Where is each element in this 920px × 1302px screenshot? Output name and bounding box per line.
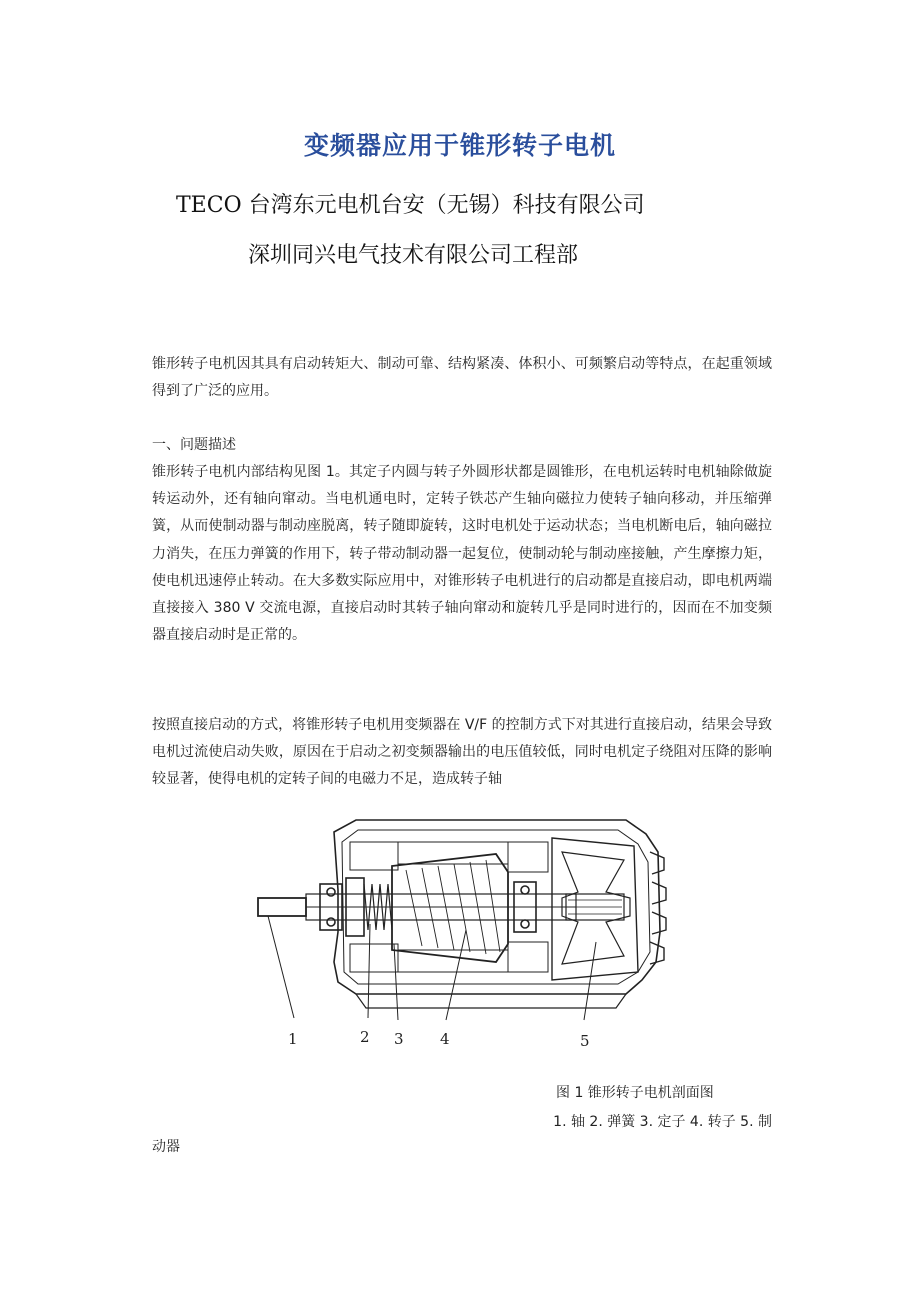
company-line-2: 深圳同兴电气技术有限公司工程部 bbox=[248, 243, 579, 268]
intro-paragraph: 锥形转子电机因其具有启动转矩大、制动可靠、结构紧凑、体积小、可频繁启动等特点，在起重领域得到了广泛的应用。 bbox=[152, 356, 772, 400]
figure-label-5: 5 bbox=[580, 1032, 590, 1050]
figure-label-4: 4 bbox=[440, 1030, 450, 1048]
vf-paragraph: 按照直接启动的方式，将锥形转子电机用变频器在 V/F 的控制方式下对其进行直接启动，结果会导致电机过流使启动失败，原因在于启动之初变频器输出的电压值较低，同时电机定子绕阻对压降的影响较显著，使得电机的定转子间的电磁力不足，造成转子轴 bbox=[152, 717, 772, 788]
motor-cross-section-figure bbox=[246, 812, 676, 1060]
figure-label-1: 1 bbox=[288, 1030, 298, 1048]
figure-label-3: 3 bbox=[394, 1030, 404, 1048]
figure-legend-tail: 动器 bbox=[152, 1139, 180, 1155]
motor-drawing bbox=[258, 820, 666, 1020]
description-paragraph: 锥形转子电机内部结构见图 1。其定子内圆与转子外圆形状都是圆锥形，在电机运转时电机轴除做旋转运动外，还有轴向窜动。当电机通电时，定转子铁芯产生轴向磁拉力使转子轴向移动，并压缩弹簧，从而使制动器与制动座脱离，转子随即旋转，这时电机处于运动状态；当电机断电后，轴向磁拉力消失，在压力弹簧的作用下，转子带动制动器一起复位，使制动轮与制动座接触，产生摩擦力矩，使电机迅速停止转动。在大多数实际应用中，对锥形转子电机进行的启动都是直接启动，即电机两端直接接入 380 V 交流电源，直接启动时其转子轴向窜动和旋转几乎是同时进行的，因而在不加变频器直接启动时是正常的。 bbox=[152, 464, 772, 644]
company-line-1: TECO 台湾东元电机台安（无锡）科技有限公司 bbox=[176, 193, 645, 218]
document-title: 变频器应用于锥形转子电机 bbox=[303, 131, 616, 160]
figure-legend: 1. 轴 2. 弹簧 3. 定子 4. 转子 5. 制 bbox=[553, 1114, 772, 1130]
figure-label-2: 2 bbox=[360, 1028, 370, 1046]
figure-caption: 图 1 锥形转子电机剖面图 bbox=[556, 1085, 714, 1101]
section-heading: 一、问题描述 bbox=[152, 437, 236, 453]
